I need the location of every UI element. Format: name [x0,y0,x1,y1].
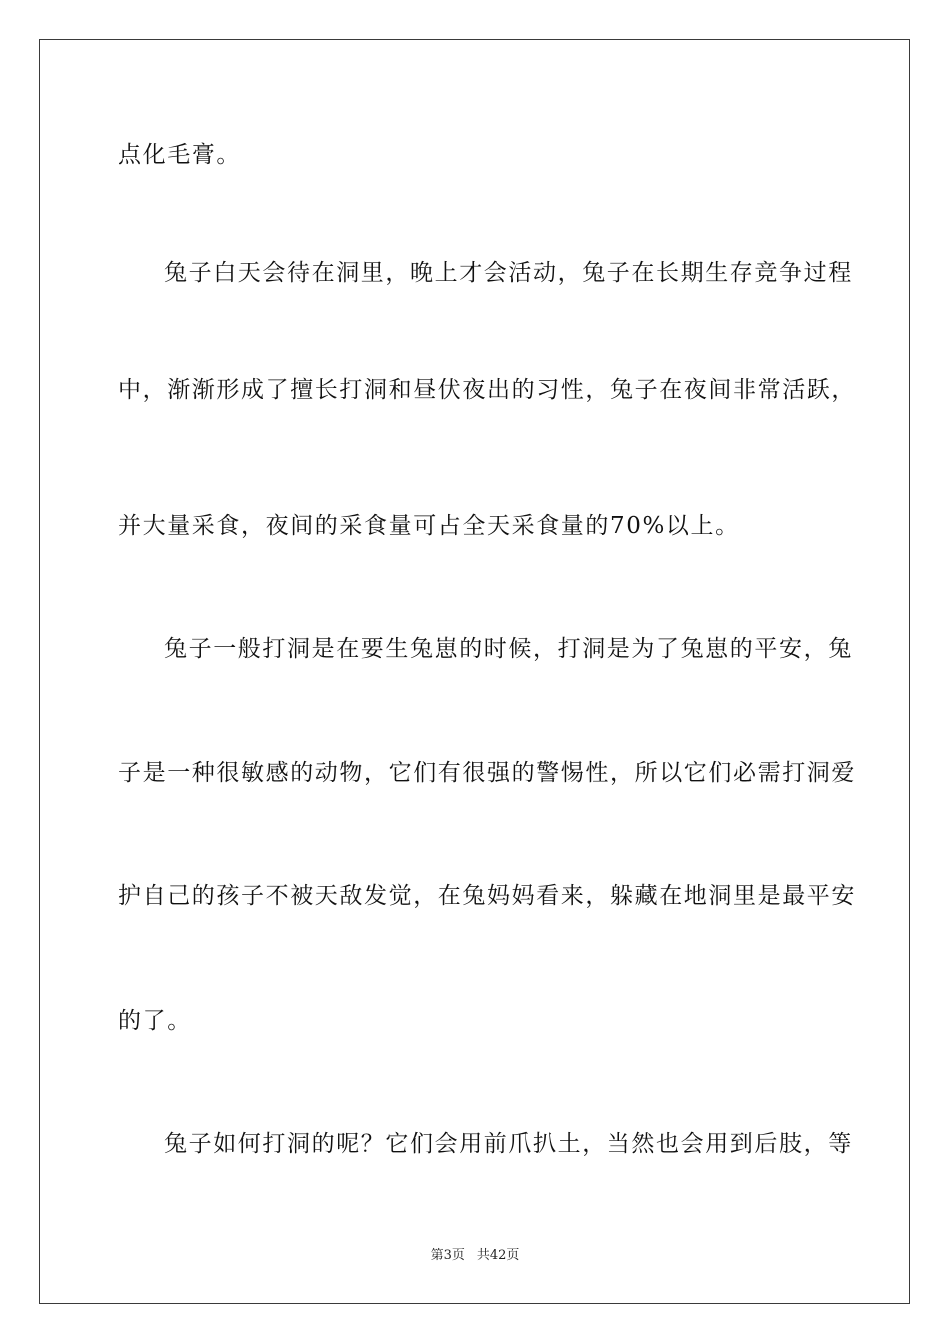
text-line: 点化毛膏。 [118,142,241,168]
paragraph-line: 兔子一般打洞是在要生兔崽的时候，打洞是为了兔崽的平安，兔 [164,636,853,662]
text-line: 护自己的孩子不被天敌发觉，在兔妈妈看来，躲藏在地洞里是最平安 [118,883,856,909]
text-line: 中，渐渐形成了擅长打洞和昼伏夜出的习性，兔子在夜间非常活跃， [118,377,856,403]
paragraph-line: 兔子如何打洞的呢？它们会用前爪扒土，当然也会用到后肢，等 [164,1131,853,1157]
page-total: 共42页 [476,1248,520,1263]
text-line: 的了。 [118,1008,192,1034]
text-line: 并大量采食，夜间的采食量可占全天采食量的70%以上。 [118,513,740,539]
text-line: 子是一种很敏感的动物，它们有很强的警惕性，所以它们必需打洞爱 [118,760,856,786]
page-footer [0,1247,950,1265]
page-number: 第3页 [430,1248,465,1263]
paragraph-line: 兔子白天会待在洞里，晚上才会活动，兔子在长期生存竞争过程 [164,260,853,286]
page-border [39,39,910,1304]
